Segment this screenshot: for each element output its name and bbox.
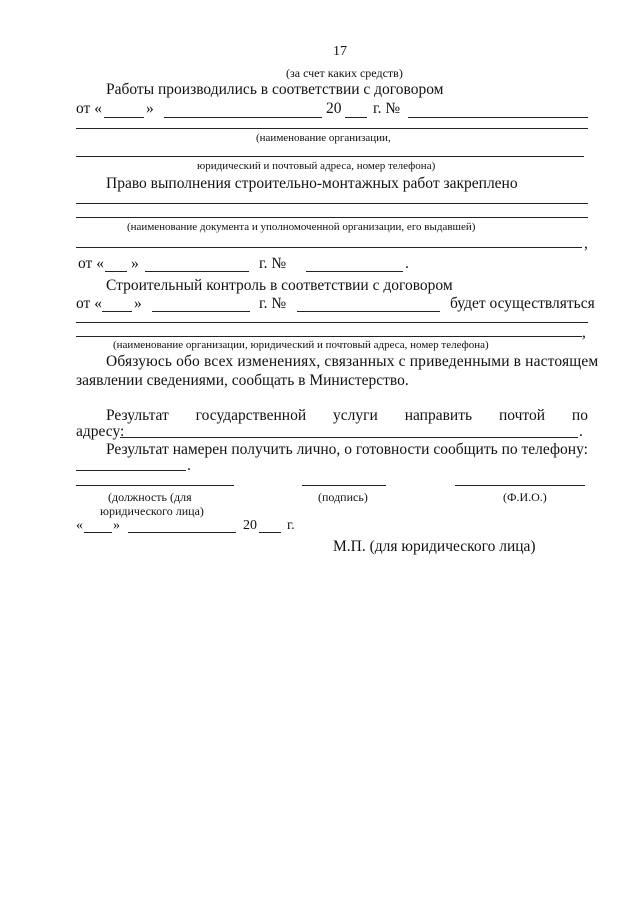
control-from: от «	[76, 295, 102, 312]
contract-from: от «	[76, 100, 102, 117]
rights-doc-field-2[interactable]	[76, 217, 588, 218]
rights-period: .	[405, 255, 409, 272]
rights-number-label: г. №	[259, 255, 287, 272]
contract-org-caption: (наименование организации,	[256, 132, 391, 144]
result-personal-word: лично,	[296, 441, 341, 458]
result-personal-word: получить	[231, 441, 293, 458]
rights-comma: ,	[584, 235, 588, 252]
result-mail-address-label: адресу:	[76, 423, 125, 440]
contract-org-field[interactable]	[76, 128, 588, 129]
contract-intro: Работы производились в соответствии с договором	[106, 81, 444, 98]
contract-year: 20	[326, 100, 342, 117]
date-year-field[interactable]	[259, 532, 281, 533]
result-phone-field[interactable]	[76, 470, 186, 471]
page-number: 17	[333, 44, 347, 59]
result-mail-word: Результат	[106, 407, 169, 424]
control-number-field[interactable]	[297, 311, 440, 312]
control-will-be: будет осуществляться	[450, 295, 595, 312]
rights-doc-field-3[interactable]	[76, 247, 582, 248]
control-caption: (наименование организации, юридический и почтовый адреса, номер телефона)	[113, 339, 489, 351]
date-close-quote: »	[113, 518, 120, 533]
result-mail-word: почтой	[498, 407, 546, 424]
control-date-field[interactable]	[152, 311, 250, 312]
contract-address-field[interactable]	[76, 156, 584, 157]
funding-caption: (за счет каких средств)	[286, 66, 403, 80]
contract-day-field[interactable]	[104, 117, 144, 118]
control-org-field-2[interactable]	[76, 336, 582, 337]
result-personal-period: .	[187, 457, 191, 474]
position-caption-line-1: (должность (для	[108, 490, 192, 504]
rights-from: от «	[78, 255, 104, 272]
control-intro: Строительный контроль в соответствии с договором	[106, 277, 453, 294]
result-personal-word: Результат	[106, 441, 169, 458]
result-mail-word: государственной	[195, 407, 307, 424]
pledge-line-1: Обязуюсь обо всех изменениях, связанных с приведенными в настоящем	[106, 353, 599, 370]
control-comma: ,	[582, 324, 586, 341]
date-open-quote: «	[76, 518, 83, 533]
contract-number-label: г. №	[373, 100, 401, 117]
control-number-label: г. №	[259, 295, 287, 312]
date-year-prefix: 20	[243, 518, 257, 533]
date-year-suffix: г.	[287, 518, 295, 533]
control-org-field-1[interactable]	[76, 322, 588, 323]
rights-date-field[interactable]	[145, 271, 249, 272]
result-mail-word: по	[571, 407, 588, 424]
contract-year-field[interactable]	[345, 117, 367, 118]
result-personal-word: намерен	[172, 441, 228, 458]
result-personal-word: сообщить	[433, 441, 498, 458]
result-mail-word: направить	[404, 407, 473, 424]
rights-doc-caption: (наименование документа и уполномоченной организации, его выдавшей)	[127, 221, 476, 233]
stamp-label: М.П. (для юридического лица)	[333, 538, 536, 555]
contract-month-field[interactable]	[164, 117, 322, 118]
contract-number-field[interactable]	[408, 117, 588, 118]
rights-doc-field-1[interactable]	[76, 203, 588, 204]
result-mail-sentence	[106, 408, 588, 424]
result-personal-word: по	[501, 441, 518, 458]
signature-caption: (подпись)	[318, 490, 368, 504]
date-month-field[interactable]	[128, 532, 236, 533]
result-mail-period: .	[579, 423, 583, 440]
name-signature-line[interactable]	[455, 485, 585, 486]
result-personal-word: о	[344, 441, 352, 458]
name-caption: (Ф.И.О.)	[503, 490, 547, 504]
position-signature-line[interactable]	[76, 485, 234, 486]
position-caption-line-2: юридического лица)	[100, 504, 204, 518]
rights-day-field[interactable]	[105, 271, 127, 272]
date-day-field[interactable]	[84, 532, 112, 533]
control-quote-close: »	[134, 295, 142, 312]
rights-number-field[interactable]	[306, 271, 403, 272]
result-personal-sentence	[106, 442, 588, 458]
control-day-field[interactable]	[102, 311, 132, 312]
result-personal-word: телефону:	[521, 441, 588, 458]
pledge-line-2: заявлении сведениями, сообщать в Министерство.	[76, 372, 409, 389]
contract-address-caption: юридический и почтовый адреса, номер телефона)	[197, 160, 436, 172]
result-mail-word: услуги	[333, 407, 378, 424]
signature-line[interactable]	[302, 485, 386, 486]
rights-intro: Право выполнения строительно-монтажных работ закреплено	[106, 175, 518, 192]
contract-quote-close: »	[146, 100, 154, 117]
result-personal-word: готовности	[355, 441, 430, 458]
result-mail-address-field[interactable]	[120, 437, 578, 438]
rights-quote-close: »	[131, 255, 139, 272]
